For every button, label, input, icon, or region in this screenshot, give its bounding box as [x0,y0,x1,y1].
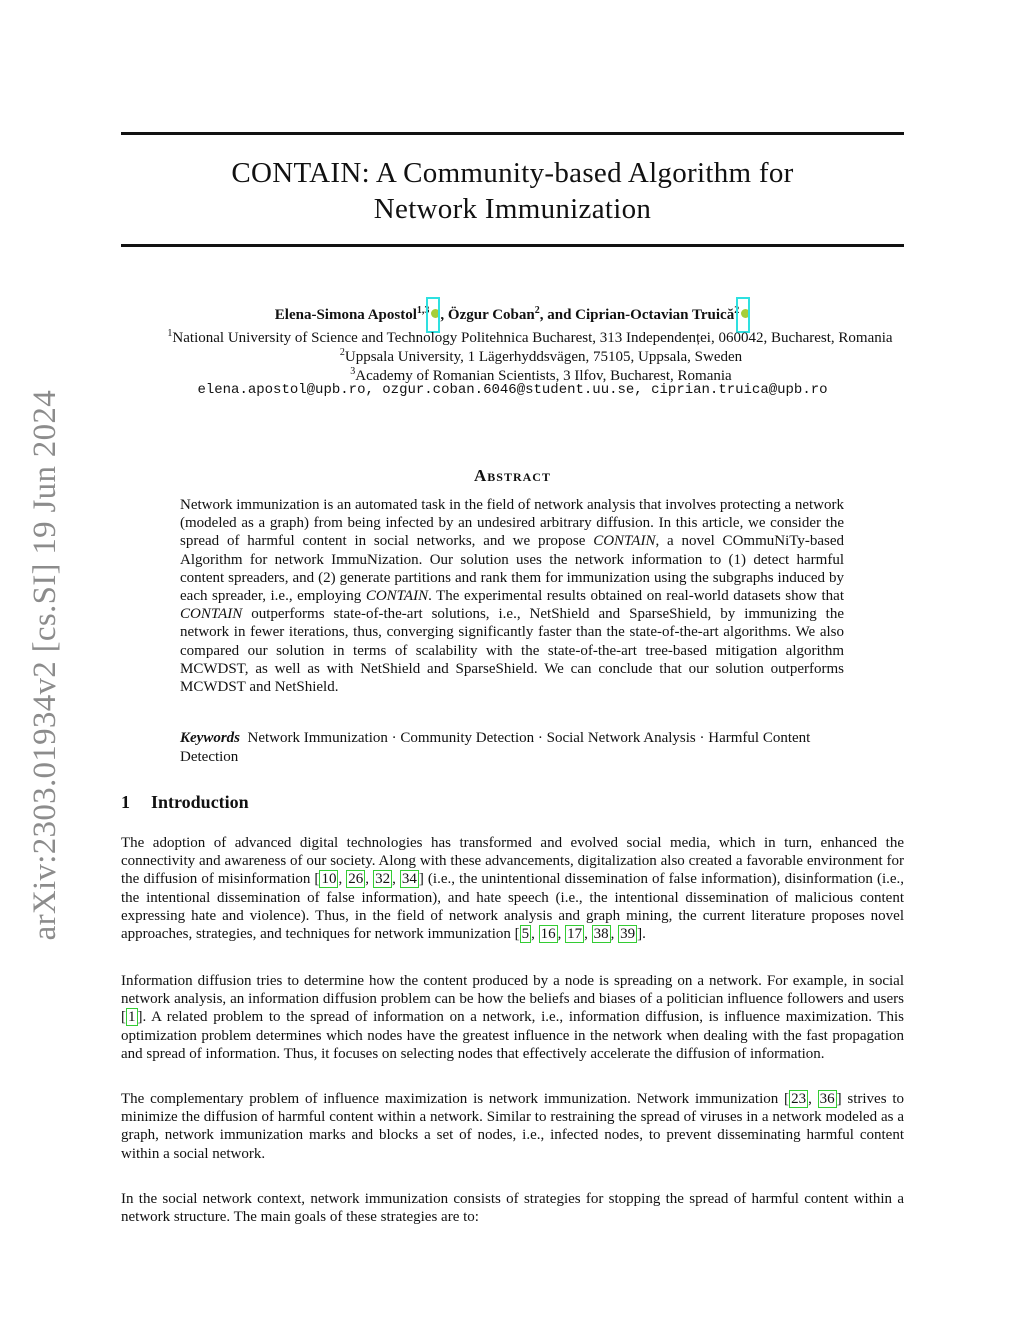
paragraph [121,1090,904,1163]
citation-link[interactable]: 34 [401,871,417,888]
citation-link[interactable]: 10 [321,871,337,888]
author-name: Elena-Simona Apostol [274,307,417,323]
paragraph-text: ]. A related problem to the spread of information on a network, i.e., information diffusion, is influence maximization. This optimization problem determines which nodes have the greatest influence in the network when dealing with the fast propagation and spread of information. Thus, it focuses on selecting nodes that effectively accelerate the diffusion of information. [121,1009,904,1062]
author-name: Ciprian-Octavian Truică [575,307,735,323]
paragraph-text: ] strives to minimize the diffusion of harmful content within a network. Similar to restraining the spread of viruses in a network modeled as a graph, network immunization marks and blocks a set of nodes, i.e., infected nodes, to prevent disseminating harmful content within a social network. [121,1091,905,1162]
affiliation-text: Academy of Romanian Scientists, 3 Ilfov, Bucharest, Romania [355,368,732,384]
section-title: Introduction [151,792,249,812]
citation-separator: , [808,1091,818,1107]
paper-title [121,155,904,227]
abstract-text: . The experimental results obtained on real-world datasets show that [428,588,844,605]
abstract-heading-text: Abstract [474,466,551,485]
citation-list [520,925,638,943]
paragraph-text: In the social network context, network immunization consists of strategies for stopping the spread of harmful content within a network structure. The main goals of these strategies are to: [121,1191,904,1226]
citation-link[interactable]: 1 [128,1009,136,1026]
paragraph-text: ]. [637,926,646,943]
title-rule-top [121,132,904,135]
author-list [121,305,904,324]
keywords-text: Network Immunization · Community Detection · Social Network Analysis · Harmful Content Detection [180,730,811,765]
citation-list [126,1008,138,1026]
citation-link[interactable]: 26 [348,871,364,888]
abstract-heading [121,466,904,486]
paragraph [121,972,904,1063]
citation-separator: , [365,871,374,888]
author-separator: , [440,307,448,323]
affiliation-sup: 1 [167,328,173,339]
citation-separator: , [584,926,592,943]
keywords-label: Keywords [180,730,240,746]
citation-link[interactable]: 23 [791,1091,807,1107]
abstract-body [180,496,844,696]
abstract-emphasis: CONTAIN [180,606,243,623]
citation-link[interactable]: 38 [593,926,609,943]
affiliation-sup: 3 [350,366,356,377]
arxiv-identifier: arXiv:2303.01934v2 [cs.SI] 19 Jun 2024 [26,389,63,941]
paragraph-text: The complementary problem of influence maximization is network immunization. Network immunization [ [121,1091,790,1107]
author-affil-sup: 2 [534,305,540,316]
citation-list [319,870,418,888]
citation-link[interactable]: 5 [521,926,530,943]
citation-link[interactable]: 17 [567,926,583,943]
orcid-icon[interactable] [431,309,440,318]
arxiv-identifier-sidebar [20,370,70,960]
citation-separator: , [338,871,347,888]
abstract-emphasis: CONTAIN [593,533,656,550]
title-rule-bottom [121,244,904,247]
title-line-2: Network Immunization [373,193,652,225]
citation-link[interactable]: 39 [620,926,636,943]
paragraph-text: Information diffusion tries to determine how the content produced by a node is spreading on a network. For example, in social network analysis, an information diffusion problem can be how the beliefs and biases of a politician influence followers and users [ [121,973,904,1026]
affiliation-text: Uppsala University, 1 Lägerhyddsvägen, 75105, Uppsala, Sweden [344,349,743,365]
citation-link[interactable]: 16 [540,926,556,943]
abstract-text: Network immunization is an automated task in the field of network analysis that involves protecting a network (modeled as a graph) from being infected by an undesired arbitrary diffusion. In this article, we consider the spread of harmful content in social networks, and we propose [180,497,845,550]
author-affil-sup: 2 [734,305,740,316]
section-number: 1 [121,792,130,812]
keywords [180,729,844,766]
citation-link[interactable]: 32 [375,871,391,888]
citation-link[interactable]: 36 [819,1091,835,1107]
author-separator: , and [539,307,576,323]
author-affil-sup: 1,3 [416,305,430,316]
paragraph [121,834,904,943]
author-emails: elena.apostol@upb.ro, ozgur.coban.6046@student.uu.se, ciprian.truica@upb.ro [197,382,828,398]
citation-separator: , [392,871,400,888]
paragraph-text: ] (i.e., the unintentional dissemination of false information), disinformation (i.e., the intentional dissemination of false information), and hate speech (i.e., the intentional dissemination of malicious content expressing hate and violence). Thus, in the field of network analysis and graph mining, the current literature proposes novel approaches, strategies, and techniques for network immunization [ [121,871,905,943]
citation-list [789,1090,837,1108]
title-line-1: CONTAIN: A Community-based Algorithm for [231,157,794,189]
affiliation-sup: 2 [339,347,345,358]
citation-separator: , [557,926,566,943]
abstract-text: outperforms state-of-the-art solutions, i.e., NetShield and SparseShield, by immunizing the network in fewer iterations, thus, converging significantly faster than the state-of-the-art algorithms. We also compared our solution in terms of scalability with the state-of-the-art tree-based mitigation algorithm MCWDST, as well as with NetShield and SparseShield. We can conclude that our solution outperforms MCWDST and NetShield. [180,606,844,696]
section-heading [121,792,249,813]
abstract-text: , a novel COmmuNiTy-based Algorithm for network ImmuNization. Our solution uses the network information to (1) detect harmful content spreaders, and (2) generate partitions and rank them for immunization using the subgraphs induced by each spreader, i.e., employing [180,533,844,605]
paragraph-text: The adoption of advanced digital technologies has transformed and evolved social media, which in turn, enhanced the connectivity and awareness of our society. Along with these advancements, digitalization also created a favorable environment for the diffusion of misinformation [ [121,835,904,888]
author-name: Özgur Coban [447,307,535,323]
citation-separator: , [610,926,619,943]
abstract-emphasis: CONTAIN [365,588,429,605]
affiliation-text: National University of Science and Technology Politehnica Bucharest, 313 Independenței, 060042, Bucharest, Romania [172,330,893,346]
citation-separator: , [531,926,539,943]
orcid-icon[interactable] [741,309,750,318]
paragraph [121,1190,904,1226]
